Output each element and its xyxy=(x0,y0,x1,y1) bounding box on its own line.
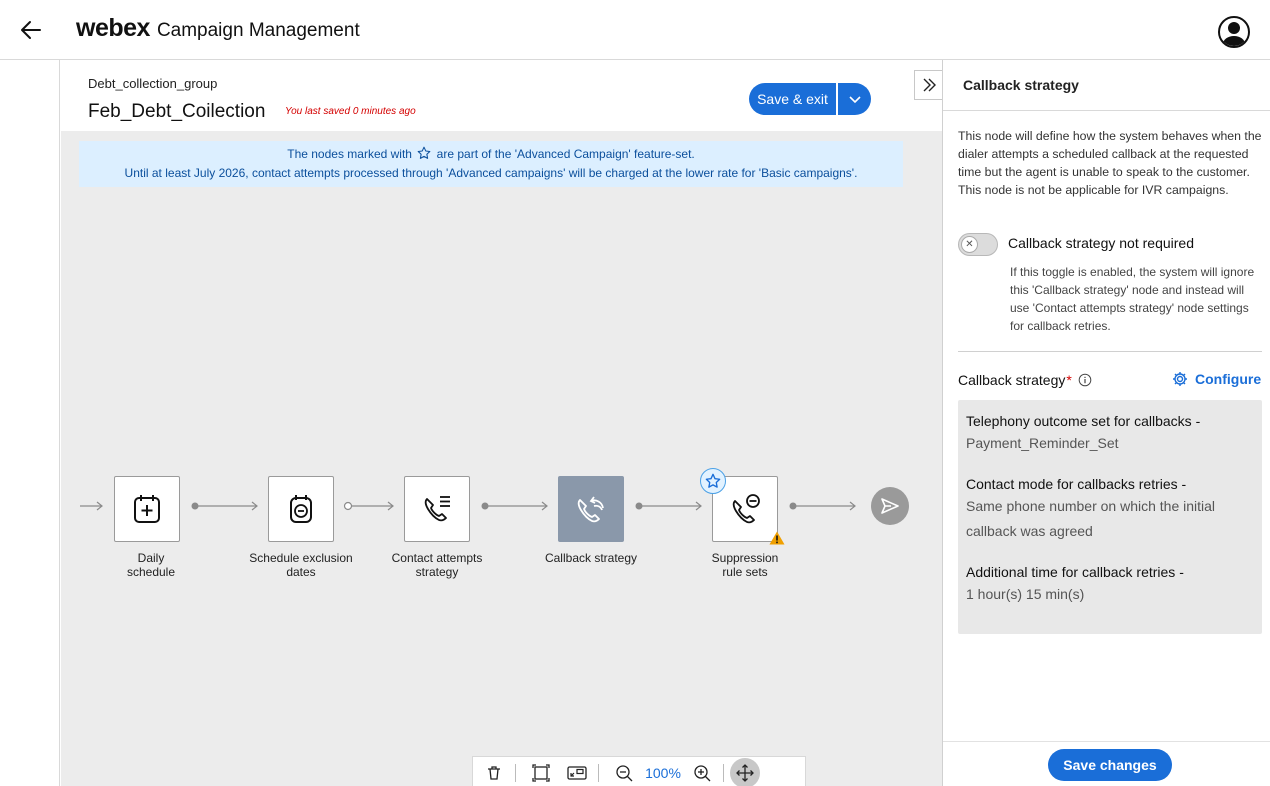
warning-badge xyxy=(769,531,785,550)
toggle-off-icon: ✕ xyxy=(961,236,978,253)
group-name: Debt_collection_group xyxy=(88,76,218,91)
node-schedule-exclusion-dates[interactable] xyxy=(268,476,334,542)
summary-value: 1 hour(s) 15 min(s) xyxy=(966,586,1085,602)
left-nav-strip xyxy=(0,60,60,786)
double-chevron-right-icon xyxy=(921,77,937,93)
node-label-schedule-exclusion-dates: Schedule exclusion dates xyxy=(249,551,353,579)
summary-value: Same phone number on which the initial callback was agreed xyxy=(966,498,1216,539)
toolbar-separator xyxy=(598,764,599,782)
summary-title: Contact mode for callbacks retries - xyxy=(966,476,1187,492)
callback-strategy-summary xyxy=(958,400,1262,634)
brand-logo: webex xyxy=(76,14,150,42)
toolbar-separator xyxy=(515,764,516,782)
save-exit-button[interactable]: Save & exit xyxy=(749,83,836,115)
gear-icon xyxy=(1172,371,1188,387)
calendar-minus-icon xyxy=(286,493,316,525)
phone-block-icon xyxy=(729,493,761,525)
info-icon[interactable] xyxy=(1078,373,1092,387)
user-avatar[interactable] xyxy=(1218,16,1250,48)
phone-list-icon xyxy=(421,493,453,525)
summary-value: Payment_Reminder_Set xyxy=(966,435,1119,451)
editor-header xyxy=(61,61,942,131)
panel-title: Callback strategy xyxy=(943,60,1270,111)
save-options-dropdown[interactable] xyxy=(838,83,871,115)
toggle-help-text: If this toggle is enabled, the system will ignore this 'Callback strategy' node and instead will use 'Contact attempts strategy' node settings for callback retries. xyxy=(1010,265,1255,333)
pan-move-icon xyxy=(736,764,754,782)
flow-canvas[interactable] xyxy=(61,131,942,786)
minimap-button[interactable] xyxy=(562,758,592,786)
calendar-plus-icon xyxy=(132,493,162,525)
node-label-callback-strategy: Callback strategy xyxy=(544,551,638,565)
configure-label: Configure xyxy=(1195,371,1262,387)
callback-strategy-label xyxy=(958,372,1092,388)
node-contact-attempts-strategy[interactable] xyxy=(404,476,470,542)
node-config-panel xyxy=(942,60,1270,786)
required-mark: * xyxy=(1066,372,1072,388)
banner-line1-end: are part of the 'Advanced Campaign' feature-set. xyxy=(436,147,695,161)
app-title: Campaign Management xyxy=(156,20,360,41)
summary-title: Telephony outcome set for callbacks - xyxy=(966,413,1201,429)
zoom-in-icon xyxy=(693,764,711,782)
send-icon xyxy=(880,496,900,516)
toolbar-separator xyxy=(723,764,724,782)
save-changes-button[interactable]: Save changes xyxy=(1048,749,1172,781)
top-bar xyxy=(0,0,1270,60)
configure-button[interactable] xyxy=(1172,371,1261,387)
pan-mode-button[interactable] xyxy=(730,758,760,786)
trash-icon xyxy=(486,765,502,781)
warning-icon xyxy=(769,531,785,545)
advanced-feature-star-badge xyxy=(700,468,726,494)
summary-title: Additional time for callback retries - xyxy=(966,564,1184,580)
delete-button[interactable] xyxy=(479,758,509,786)
fit-to-screen-button[interactable] xyxy=(526,758,556,786)
zoom-out-icon xyxy=(615,764,633,782)
node-label-contact-attempts-strategy: Contact attempts strategy xyxy=(391,551,483,579)
canvas-toolbar xyxy=(472,756,806,786)
star-icon xyxy=(417,146,431,165)
advanced-campaign-banner xyxy=(79,141,903,187)
user-avatar-icon xyxy=(1220,18,1248,46)
strategy-label-text: Callback strategy xyxy=(958,372,1066,388)
collapse-panel-button[interactable] xyxy=(914,70,942,100)
last-saved-note: You last saved 0 minutes ago xyxy=(285,106,416,117)
node-daily-schedule[interactable] xyxy=(114,476,180,542)
panel-footer xyxy=(943,741,1270,786)
node-callback-strategy[interactable] xyxy=(558,476,624,542)
node-label-suppression-rule-sets: Suppression rule sets xyxy=(711,551,779,579)
campaign-name[interactable]: Feb_Debt_Coilection xyxy=(88,101,266,122)
end-node[interactable] xyxy=(871,487,909,525)
toggle-label: Callback strategy not required xyxy=(1008,235,1194,251)
star-icon xyxy=(705,473,721,489)
panel-divider xyxy=(958,351,1262,352)
chevron-down-icon xyxy=(848,92,862,106)
callback-not-required-toggle[interactable] xyxy=(958,233,998,256)
back-button[interactable] xyxy=(16,15,46,45)
zoom-in-button[interactable] xyxy=(687,758,717,786)
minimap-icon xyxy=(567,765,587,781)
flow-edges xyxy=(61,491,942,521)
zoom-level: 100% xyxy=(645,764,681,781)
banner-line1-start: The nodes marked with xyxy=(287,147,412,161)
zoom-out-button[interactable] xyxy=(609,758,639,786)
node-label-daily-schedule: Daily schedule xyxy=(126,551,176,579)
arrow-left-icon xyxy=(19,18,43,42)
banner-line2: Until at least July 2026, contact attempts processed through 'Advanced campaigns' will be charged at the lower rate for 'Basic campaigns'. xyxy=(124,166,858,180)
fit-frame-icon xyxy=(532,764,550,782)
phone-callback-icon xyxy=(574,492,608,526)
brand xyxy=(76,14,360,43)
panel-description: This node will define how the system behaves when the dialer attempts a scheduled callback at the requested time but the agent is unable to speak to the customer. This node is not be applicable for IVR campaigns. xyxy=(958,129,1262,197)
